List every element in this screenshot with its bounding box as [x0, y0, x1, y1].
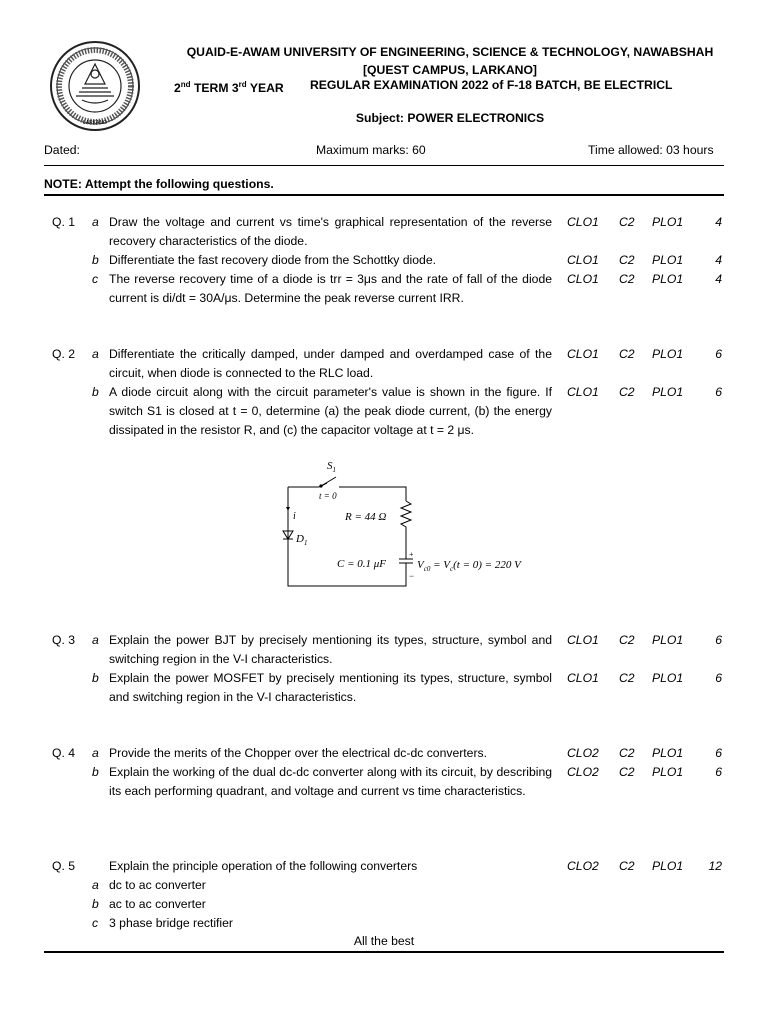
plo: PLO1: [652, 671, 684, 685]
resistor-label: R = 44 Ω: [345, 511, 387, 523]
clo: CLO1: [567, 671, 599, 685]
cognitive-level: C2: [619, 633, 635, 647]
switch-pivot: [319, 484, 322, 487]
part-text: Differentiate the critically damped, under damped and overdamped case of the circuit, when diode is connected to the RLC load.: [109, 347, 552, 380]
plus-sign: +: [409, 550, 414, 559]
exam-line: [174, 77, 734, 96]
part-label: a: [92, 746, 99, 760]
capacitor-symbol: [288, 487, 413, 586]
part-label: b: [92, 671, 99, 685]
max-marks: Maximum marks: 60: [316, 143, 426, 157]
part-text: Draw the voltage and current vs time's graphical representation of the reverse recovery characteristics of the diode.: [109, 215, 552, 248]
plo: PLO1: [652, 347, 684, 361]
part-label: c: [92, 916, 99, 930]
plo: PLO1: [652, 253, 684, 267]
year-label: YEAR: [246, 81, 284, 96]
question-number: Q. 2: [52, 347, 76, 361]
plo: PLO1: [652, 215, 684, 229]
part-label: a: [92, 878, 99, 892]
part-text: A diode circuit along with the circuit parameter's value is shown in the figure. If switch S1 is closed at t = 0, determine (a) the peak diode current, (b) the energy dissipated in the resistor R, and (c) the capacitor voltage at t = 2 μs.: [109, 385, 552, 437]
part-label: a: [92, 215, 99, 229]
clo: CLO1: [567, 633, 599, 647]
part-text: ac to ac converter: [109, 897, 206, 911]
divider: [44, 165, 724, 166]
university-name: QUAID-E-AWAM UNIVERSITY OF ENGINEERING, SCIENCE & TECHNOLOGY, NAWABSHAH: [186, 45, 714, 59]
marks: 6: [715, 347, 722, 361]
cognitive-level: C2: [619, 671, 635, 685]
cognitive-level: C2: [619, 765, 635, 779]
svg-text:LARKANO: LARKANO: [83, 120, 107, 126]
cognitive-level: C2: [619, 385, 635, 399]
cognitive-level: C2: [619, 253, 635, 267]
part-text: The reverse recovery time of a diode is trr = 3μs and the rate of fall of the diode current is di/dt = 30A/μs. Determine the peak reverse current IRR.: [109, 272, 552, 305]
part-text: dc to ac converter: [109, 878, 206, 892]
marks: 12: [708, 859, 722, 873]
clo: CLO2: [567, 765, 599, 779]
current-label: i: [293, 511, 296, 522]
time-label: t = 0: [319, 491, 337, 501]
cognitive-level: C2: [619, 347, 635, 361]
marks: 6: [715, 385, 722, 399]
clo: CLO2: [567, 859, 599, 873]
cognitive-level: C2: [619, 272, 635, 286]
term-ordinal: 2: [174, 81, 181, 96]
marks: 4: [715, 253, 722, 267]
plo: PLO1: [652, 385, 684, 399]
year-ordinal: 3: [231, 81, 239, 96]
part-label: b: [92, 897, 99, 911]
campus-name: [QUEST CAMPUS, LARKANO]: [362, 63, 537, 77]
switch-blade: [321, 477, 336, 486]
exam-title: REGULAR EXAMINATION 2022 of F-18 BATCH, BE ELECTRICL: [310, 78, 673, 92]
marks: 4: [715, 272, 722, 286]
plo: PLO1: [652, 272, 684, 286]
marks: 4: [715, 215, 722, 229]
marks: 6: [715, 633, 722, 647]
rlc-diode-circuit-figure: [281, 455, 551, 590]
part-text: 3 phase bridge rectifier: [109, 916, 233, 930]
part-text: Explain the principle operation of the following converters: [109, 859, 418, 873]
part-label: b: [92, 765, 99, 779]
university-seal-logo: [46, 40, 144, 132]
dated-label: Dated:: [44, 143, 80, 157]
part-label: b: [92, 385, 99, 399]
part-text: Differentiate the fast recovery diode from the Schottky diode.: [109, 253, 436, 267]
divider: [44, 194, 724, 196]
wire: [339, 487, 406, 501]
marks: 6: [715, 765, 722, 779]
term-suffix: nd: [180, 80, 191, 89]
divider: [44, 951, 724, 953]
clo: CLO2: [567, 746, 599, 760]
switch-label: $S_1$: [327, 460, 336, 474]
minus-sign: −: [409, 571, 415, 581]
year-suffix: rd: [238, 80, 247, 89]
term-label: TERM: [190, 81, 232, 96]
part-label: b: [92, 253, 99, 267]
marks: 6: [715, 671, 722, 685]
plo: PLO1: [652, 859, 684, 873]
plo: PLO1: [652, 765, 684, 779]
part-label: a: [92, 633, 99, 647]
clo: CLO1: [567, 347, 599, 361]
cognitive-level: C2: [619, 746, 635, 760]
question-number: Q. 1: [52, 215, 76, 229]
part-text: Explain the working of the dual dc-dc converter along with its circuit, by describing its each performing quadrant, and voltage and current vs time characteristics.: [109, 765, 552, 798]
question-number: Q. 3: [52, 633, 76, 647]
voltage-label: $V_{c0} = V_c(t = 0) = 220$ V: [417, 559, 521, 573]
question-number: Q. 5: [52, 859, 76, 873]
question-number: Q. 4: [52, 746, 76, 760]
resistor-symbol: [401, 501, 411, 555]
clo: CLO1: [567, 272, 599, 286]
clo: CLO1: [567, 215, 599, 229]
clo: CLO1: [567, 253, 599, 267]
plo: PLO1: [652, 633, 684, 647]
part-text: Explain the power MOSFET by precisely mentioning its types, structure, symbol and switching region in the V-I characteristics.: [109, 671, 552, 704]
part-text: Explain the power BJT by precisely mentioning its types, structure, symbol and switching region in the V-I characteristics.: [109, 633, 552, 666]
footer-text: All the best: [353, 934, 415, 948]
part-label: a: [92, 347, 99, 361]
current-arrow: [286, 507, 290, 511]
part-text: Provide the merits of the Chopper over the electrical dc-dc converters.: [109, 746, 487, 760]
plo: PLO1: [652, 746, 684, 760]
part-label: c: [92, 272, 99, 286]
capacitor-label: C = 0.1 μF: [337, 558, 387, 570]
cognitive-level: C2: [619, 215, 635, 229]
clo: CLO1: [567, 385, 599, 399]
diode-label: $D_1$: [296, 533, 308, 547]
note-instruction: NOTE: Attempt the following questions.: [44, 177, 274, 191]
subject-title: Subject: POWER ELECTRONICS: [355, 111, 545, 125]
time-allowed: Time allowed: 03 hours: [588, 143, 714, 157]
cognitive-level: C2: [619, 859, 635, 873]
marks: 6: [715, 746, 722, 760]
